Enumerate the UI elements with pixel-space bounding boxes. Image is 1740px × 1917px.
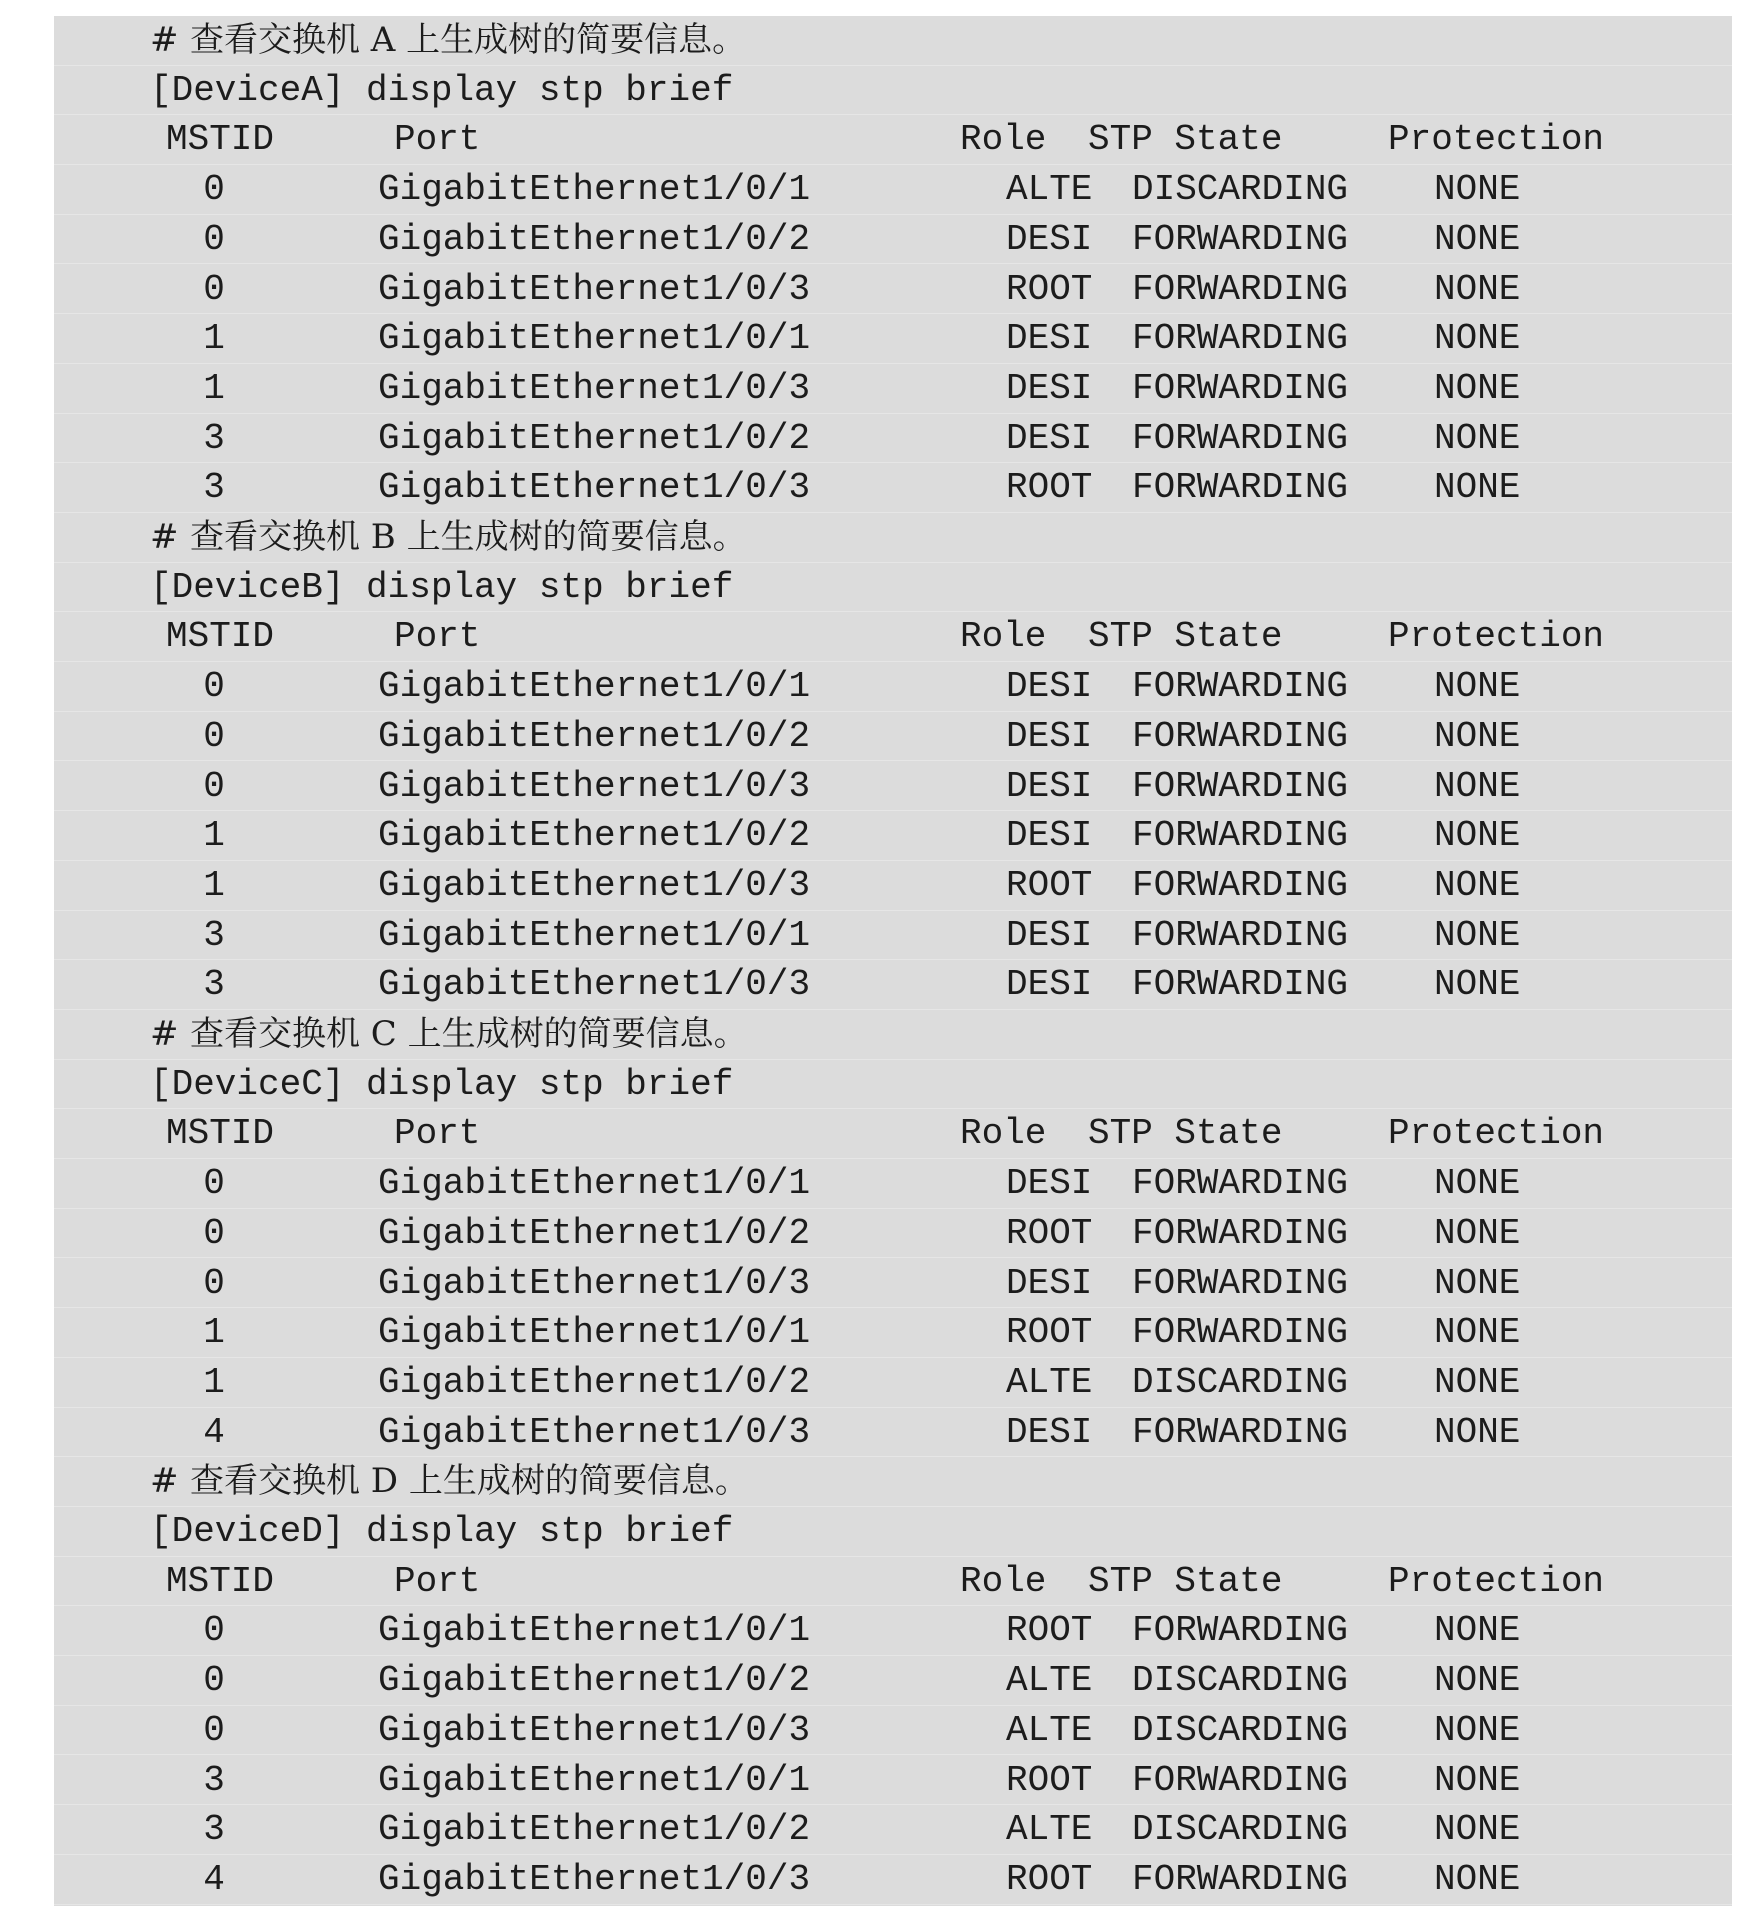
header-role: Role — [960, 1560, 1047, 1602]
cell-protection: NONE — [1434, 666, 1521, 708]
cell-mstid: 3 — [203, 1759, 225, 1801]
cell-role: ALTE — [1006, 1809, 1093, 1851]
header-mstid: MSTID — [166, 1560, 275, 1602]
cell-role: ROOT — [1006, 268, 1093, 310]
cell-role: ALTE — [1006, 1709, 1093, 1751]
cell-port: GigabitEthernet1/0/2 — [378, 1212, 811, 1254]
cell-stp-state: FORWARDING — [1132, 964, 1349, 1006]
cell-stp-state: DISCARDING — [1132, 1361, 1349, 1403]
cell-stp-state: FORWARDING — [1132, 715, 1349, 757]
table-row — [54, 1159, 1732, 1209]
header-port: Port — [394, 119, 481, 161]
table-row — [54, 1358, 1732, 1408]
comment-text: 查看交换机 C 上生成树的简要信息。 — [190, 1014, 748, 1054]
header-port: Port — [394, 1560, 481, 1602]
cell-protection: NONE — [1434, 1858, 1521, 1900]
cell-mstid: 3 — [203, 914, 225, 956]
cell-role: DESI — [1006, 914, 1093, 956]
table-row — [54, 762, 1732, 812]
table-row — [54, 911, 1732, 961]
table-row — [54, 215, 1732, 265]
table-row — [54, 662, 1732, 712]
header-protection: Protection — [1388, 1113, 1605, 1155]
cell-mstid: 0 — [203, 765, 225, 807]
command-text: [DeviceC] display stp brief — [150, 1063, 734, 1105]
table-row — [54, 1308, 1732, 1358]
cell-stp-state: DISCARDING — [1132, 1809, 1349, 1851]
cell-port: GigabitEthernet1/0/1 — [378, 1163, 811, 1205]
cell-role: ROOT — [1006, 467, 1093, 509]
command-line — [54, 563, 1732, 613]
cell-mstid: 0 — [203, 1660, 225, 1702]
cell-protection: NONE — [1434, 1660, 1521, 1702]
cell-mstid: 3 — [203, 1809, 225, 1851]
cell-role: DESI — [1006, 666, 1093, 708]
table-header — [54, 1557, 1732, 1607]
cell-role: DESI — [1006, 417, 1093, 459]
cell-protection: NONE — [1434, 1212, 1521, 1254]
table-row — [54, 960, 1732, 1010]
cell-stp-state: FORWARDING — [1132, 318, 1349, 360]
cell-port: GigabitEthernet1/0/3 — [378, 1262, 811, 1304]
cell-role: ALTE — [1006, 1660, 1093, 1702]
comment-hash: # — [150, 1014, 179, 1054]
cell-stp-state: FORWARDING — [1132, 1312, 1349, 1354]
cell-protection: NONE — [1434, 218, 1521, 260]
comment-text: 查看交换机 A 上生成树的简要信息。 — [190, 20, 747, 60]
cell-role: DESI — [1006, 1411, 1093, 1453]
cell-role: DESI — [1006, 815, 1093, 857]
cell-protection: NONE — [1434, 1163, 1521, 1205]
cell-mstid: 3 — [203, 964, 225, 1006]
cell-role: DESI — [1006, 367, 1093, 409]
cell-protection: NONE — [1434, 765, 1521, 807]
cell-role: ROOT — [1006, 1759, 1093, 1801]
cell-protection: NONE — [1434, 1411, 1521, 1453]
header-role: Role — [960, 119, 1047, 161]
cell-port: GigabitEthernet1/0/1 — [378, 1312, 811, 1354]
table-row — [54, 1656, 1732, 1706]
cell-stp-state: FORWARDING — [1132, 1163, 1349, 1205]
cell-stp-state: FORWARDING — [1132, 1262, 1349, 1304]
header-stp-state: STP State — [1088, 1560, 1283, 1602]
comment-hash: # — [150, 20, 179, 60]
table-row — [54, 861, 1732, 911]
cell-protection: NONE — [1434, 318, 1521, 360]
cell-role: DESI — [1006, 765, 1093, 807]
table-header — [54, 1109, 1732, 1159]
cell-stp-state: DISCARDING — [1132, 1709, 1349, 1751]
comment-line — [54, 1010, 1732, 1060]
table-row — [54, 1259, 1732, 1309]
cell-role: ROOT — [1006, 1312, 1093, 1354]
cell-role: ROOT — [1006, 1858, 1093, 1900]
cell-role: DESI — [1006, 1163, 1093, 1205]
cell-protection: NONE — [1434, 914, 1521, 956]
cell-port: GigabitEthernet1/0/1 — [378, 914, 811, 956]
cell-stp-state: FORWARDING — [1132, 367, 1349, 409]
header-mstid: MSTID — [166, 616, 275, 658]
cell-role: ROOT — [1006, 1610, 1093, 1652]
cell-stp-state: FORWARDING — [1132, 765, 1349, 807]
table-row — [54, 314, 1732, 364]
cell-stp-state: FORWARDING — [1132, 815, 1349, 857]
cell-role: DESI — [1006, 715, 1093, 757]
cell-protection: NONE — [1434, 1809, 1521, 1851]
cell-mstid: 4 — [203, 1411, 225, 1453]
cell-port: GigabitEthernet1/0/2 — [378, 715, 811, 757]
cell-port: GigabitEthernet1/0/1 — [378, 1759, 811, 1801]
cell-port: GigabitEthernet1/0/3 — [378, 367, 811, 409]
cell-stp-state: FORWARDING — [1132, 417, 1349, 459]
cell-mstid: 1 — [203, 1361, 225, 1403]
cell-protection: NONE — [1434, 964, 1521, 1006]
header-stp-state: STP State — [1088, 119, 1283, 161]
command-line — [54, 1060, 1732, 1110]
comment-text: 查看交换机 B 上生成树的简要信息。 — [190, 517, 747, 557]
cell-port: GigabitEthernet1/0/2 — [378, 1361, 811, 1403]
cell-port: GigabitEthernet1/0/2 — [378, 815, 811, 857]
cell-stp-state: FORWARDING — [1132, 914, 1349, 956]
cell-role: ROOT — [1006, 1212, 1093, 1254]
cell-mstid: 1 — [203, 815, 225, 857]
cell-port: GigabitEthernet1/0/2 — [378, 218, 811, 260]
cell-protection: NONE — [1434, 1262, 1521, 1304]
cell-role: ALTE — [1006, 169, 1093, 211]
table-row — [54, 712, 1732, 762]
header-stp-state: STP State — [1088, 1113, 1283, 1155]
cell-stp-state: FORWARDING — [1132, 1759, 1349, 1801]
cell-stp-state: FORWARDING — [1132, 1610, 1349, 1652]
table-row — [54, 1706, 1732, 1756]
cell-port: GigabitEthernet1/0/3 — [378, 1709, 811, 1751]
cell-port: GigabitEthernet1/0/2 — [378, 417, 811, 459]
header-protection: Protection — [1388, 616, 1605, 658]
table-row — [54, 1756, 1732, 1806]
table-row — [54, 414, 1732, 464]
header-mstid: MSTID — [166, 119, 275, 161]
table-header — [54, 612, 1732, 662]
comment-line — [54, 513, 1732, 563]
cell-mstid: 0 — [203, 1610, 225, 1652]
header-role: Role — [960, 1113, 1047, 1155]
cell-role: DESI — [1006, 1262, 1093, 1304]
cell-port: GigabitEthernet1/0/3 — [378, 467, 811, 509]
header-protection: Protection — [1388, 119, 1605, 161]
cell-stp-state: DISCARDING — [1132, 1660, 1349, 1702]
terminal-output-panel — [54, 16, 1732, 1906]
cell-mstid: 1 — [203, 367, 225, 409]
cell-role: DESI — [1006, 964, 1093, 1006]
cell-protection: NONE — [1434, 864, 1521, 906]
cell-role: DESI — [1006, 318, 1093, 360]
cell-protection: NONE — [1434, 1759, 1521, 1801]
cell-port: GigabitEthernet1/0/3 — [378, 268, 811, 310]
cell-mstid: 1 — [203, 1312, 225, 1354]
comment-text: 查看交换机 D 上生成树的简要信息。 — [190, 1461, 749, 1502]
table-header — [54, 115, 1732, 165]
cell-port: GigabitEthernet1/0/3 — [378, 1858, 811, 1900]
cell-mstid: 0 — [203, 268, 225, 310]
cell-port: GigabitEthernet1/0/3 — [378, 864, 811, 906]
cell-port: GigabitEthernet1/0/3 — [378, 1411, 811, 1453]
header-port: Port — [394, 1113, 481, 1155]
cell-role: ROOT — [1006, 864, 1093, 906]
cell-protection: NONE — [1434, 1361, 1521, 1403]
cell-protection: NONE — [1434, 815, 1521, 857]
cell-port: GigabitEthernet1/0/1 — [378, 169, 811, 211]
command-line — [54, 66, 1732, 116]
cell-mstid: 0 — [203, 1163, 225, 1205]
cell-stp-state: FORWARDING — [1132, 467, 1349, 509]
cell-mstid: 3 — [203, 417, 225, 459]
cell-protection: NONE — [1434, 1610, 1521, 1652]
cell-role: DESI — [1006, 218, 1093, 260]
cell-port: GigabitEthernet1/0/3 — [378, 964, 811, 1006]
cell-stp-state: FORWARDING — [1132, 1411, 1349, 1453]
table-row — [54, 463, 1732, 513]
table-row — [54, 1805, 1732, 1855]
command-text: [DeviceA] display stp brief — [150, 69, 734, 111]
table-row — [54, 1408, 1732, 1458]
cell-port: GigabitEthernet1/0/1 — [378, 666, 811, 708]
cell-stp-state: FORWARDING — [1132, 1858, 1349, 1900]
cell-mstid: 0 — [203, 715, 225, 757]
cell-mstid: 1 — [203, 318, 225, 360]
comment-line — [54, 16, 1732, 66]
header-port: Port — [394, 616, 481, 658]
table-row — [54, 811, 1732, 861]
cell-stp-state: DISCARDING — [1132, 169, 1349, 211]
cell-port: GigabitEthernet1/0/2 — [378, 1809, 811, 1851]
cell-mstid: 0 — [203, 218, 225, 260]
cell-protection: NONE — [1434, 1312, 1521, 1354]
header-role: Role — [960, 616, 1047, 658]
command-line — [54, 1507, 1732, 1557]
cell-port: GigabitEthernet1/0/1 — [378, 1610, 811, 1652]
cell-stp-state: FORWARDING — [1132, 666, 1349, 708]
cell-mstid: 0 — [203, 1212, 225, 1254]
cell-stp-state: FORWARDING — [1132, 268, 1349, 310]
table-row — [54, 1606, 1732, 1656]
cell-stp-state: FORWARDING — [1132, 1212, 1349, 1254]
cell-mstid: 0 — [203, 1709, 225, 1751]
header-protection: Protection — [1388, 1560, 1605, 1602]
header-stp-state: STP State — [1088, 616, 1283, 658]
cell-protection: NONE — [1434, 268, 1521, 310]
cell-mstid: 4 — [203, 1858, 225, 1900]
cell-protection: NONE — [1434, 417, 1521, 459]
table-row — [54, 364, 1732, 414]
cell-role: ALTE — [1006, 1361, 1093, 1403]
table-row — [54, 1855, 1732, 1905]
comment-hash: # — [150, 517, 179, 557]
comment-line — [54, 1457, 1732, 1507]
cell-port: GigabitEthernet1/0/1 — [378, 318, 811, 360]
cell-protection: NONE — [1434, 715, 1521, 757]
header-mstid: MSTID — [166, 1113, 275, 1155]
cell-protection: NONE — [1434, 467, 1521, 509]
cell-mstid: 0 — [203, 666, 225, 708]
cell-stp-state: FORWARDING — [1132, 218, 1349, 260]
cell-mstid: 0 — [203, 1262, 225, 1304]
cell-protection: NONE — [1434, 1709, 1521, 1751]
cell-stp-state: FORWARDING — [1132, 864, 1349, 906]
cell-protection: NONE — [1434, 169, 1521, 211]
table-row — [54, 1209, 1732, 1259]
cell-port: GigabitEthernet1/0/2 — [378, 1660, 811, 1702]
cell-mstid: 1 — [203, 864, 225, 906]
command-text: [DeviceB] display stp brief — [150, 566, 734, 608]
table-row — [54, 165, 1732, 215]
cell-protection: NONE — [1434, 367, 1521, 409]
command-text: [DeviceD] display stp brief — [150, 1511, 734, 1552]
cell-port: GigabitEthernet1/0/3 — [378, 765, 811, 807]
table-row — [54, 265, 1732, 315]
cell-mstid: 3 — [203, 467, 225, 509]
comment-hash: # — [150, 1461, 179, 1502]
cell-mstid: 0 — [203, 169, 225, 211]
